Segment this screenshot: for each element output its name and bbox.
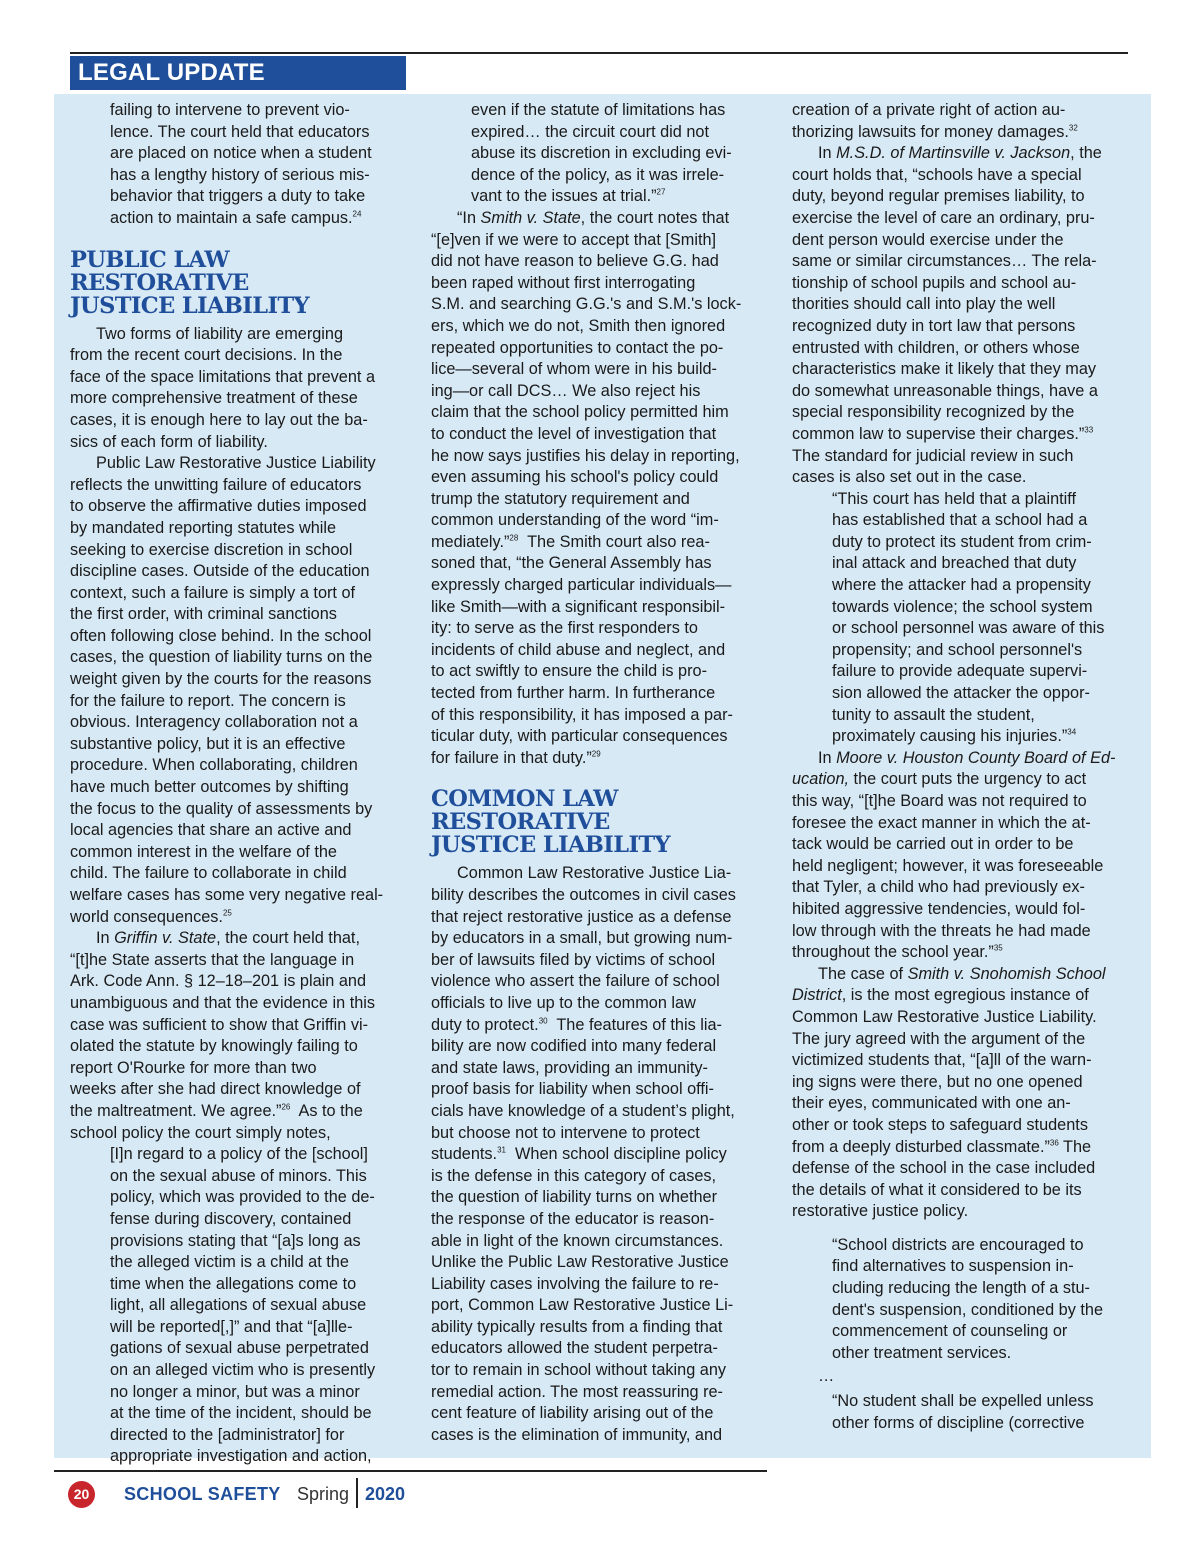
text-line: sion allowed the attacker the oppor- [832, 684, 1090, 703]
text-line: been raped without first interrogating [431, 273, 696, 292]
text-line: “No student shall be expelled unless [832, 1392, 1094, 1411]
text-line: ber of lawsuits filed by victims of school [431, 950, 716, 969]
col1-paragraph-2 [70, 324, 408, 454]
text-line: tor to remain in school without taking any [431, 1361, 727, 1380]
text-line: gations of sexual abuse perpetrated [110, 1339, 369, 1358]
text-line: entrusted with children, or others whose [792, 338, 1080, 357]
text-line: to observe the affirmative duties imposed [70, 497, 367, 516]
text-line: obvious. Interagency collaboration not a [70, 713, 358, 732]
text-line: seeking to exercise discretion in school [70, 540, 353, 559]
text-line: restorative justice policy. [792, 1202, 969, 1221]
text-line: dence of the policy, as it was irrele- [471, 165, 725, 184]
footer-divider [356, 1478, 358, 1508]
text-line: Public Law Restorative Justice Liability [96, 454, 376, 473]
text-line: JUSTICE LIABILITY [431, 832, 670, 859]
text-line: characteristics make it likely that they may [792, 360, 1097, 379]
ellipsis: … [818, 1367, 835, 1386]
text-line: cent feature of liability arising out of the [431, 1404, 714, 1423]
text-line: cases, the question of liability turns on the [70, 648, 373, 667]
col3-paragraph-moore [792, 748, 1130, 964]
text-line: the maltreatment. We agree.” [70, 1101, 282, 1120]
text-line: context, such a failure is simply a tort of [70, 583, 356, 602]
case-name: Smith v. State [480, 208, 581, 227]
text-line: bility are now codified into many federal [431, 1037, 717, 1056]
text: , the court notes that [580, 208, 730, 227]
footnote-ref: 35 [993, 943, 1003, 953]
text-lines [431, 864, 736, 1033]
text-line: for the failure to report. The concern is [70, 691, 346, 710]
text-line: The jury agreed with the argument of the [792, 1029, 1086, 1048]
text-line: towards violence; the school system [832, 597, 1093, 616]
text-line: throughout the school year.” [792, 943, 994, 962]
text-line: like Smith—with a significant responsibil- [431, 597, 726, 616]
text-line: vant to the issues at trial.” [471, 187, 657, 206]
text-line: propensity; and school personnel's [832, 640, 1083, 659]
text-line: time when the allegations come to [110, 1274, 357, 1293]
text-line: do somewhat unreasonable things, have a [792, 381, 1098, 400]
text-line: appropriate investigation and action, [110, 1447, 372, 1466]
text-line: the response of the educator is reason- [431, 1209, 715, 1228]
text-line: at the time of the incident, should be [110, 1404, 372, 1423]
text-line: the details of what it considered to be its [792, 1180, 1082, 1199]
text: In [96, 929, 115, 948]
column-2 [431, 100, 769, 1446]
text-line: [I]n regard to a policy of the [school] [110, 1145, 368, 1164]
text-line: The standard for judicial review in such [792, 446, 1074, 465]
text-line: local agencies that share an active and [70, 821, 352, 840]
case-name: ucation, [792, 770, 850, 789]
text-line: to act swiftly to ensure the child is pro- [431, 662, 707, 681]
text-line: expressly charged particular individuals— [431, 576, 732, 595]
text-line: more comprehensive treatment of these [70, 389, 358, 408]
text-line: ticular duty, with particular consequences [431, 727, 728, 746]
text-line: tected from further harm. In furtherance [431, 684, 716, 703]
text-line: “[e]ven if we were to accept that [Smith] [431, 230, 717, 249]
text-line: ing—or call DCS… We also reject his [431, 381, 701, 400]
text-line: recognized duty in tort law that persons [792, 316, 1076, 335]
footnote-ref: 24 [352, 209, 362, 219]
text-line: dent person would exercise under the [792, 230, 1064, 249]
text-lines [792, 792, 1103, 961]
text-lines [792, 447, 1073, 487]
text-line: educators allowed the student perpetra- [431, 1339, 718, 1358]
text-line: report O'Rourke for more than two [70, 1058, 317, 1077]
text-line: trump the statutory requirement and [431, 489, 690, 508]
text-line: weight given by the courts for the reasons [70, 670, 372, 689]
text: The features of this lia- [547, 1015, 722, 1034]
text-line: ability typically results from a finding that [431, 1317, 723, 1336]
text-line: has established that a school had a [832, 511, 1088, 530]
footnote-ref: 34 [1067, 727, 1077, 737]
case-name: District [792, 986, 842, 1005]
text-line: JUSTICE LIABILITY [70, 292, 309, 319]
text-line: other or took steps to safeguard students [792, 1115, 1088, 1134]
text-lines [431, 1167, 733, 1444]
col1-blockquote [70, 1144, 408, 1468]
footer-rule [54, 1470, 767, 1472]
text-line: able in light of the known circumstances. [431, 1231, 724, 1250]
col1-paragraph-3 [70, 453, 408, 928]
text-line: discipline cases. Outside of the education [70, 562, 370, 581]
text-line: “This court has held that a plaintiff [832, 489, 1077, 508]
text-line: cases is also set out in the case. [792, 468, 1027, 487]
text-line: creation of a private right of action au- [792, 101, 1066, 119]
text-line: “[t]he State asserts that the language in [70, 950, 355, 969]
text-line: ing signs were there, but no one opened [792, 1072, 1083, 1091]
issue-season: Spring [297, 1484, 350, 1504]
text-line: the first order, with criminal sanctions [70, 605, 337, 624]
section-title: LEGAL UPDATE [78, 59, 265, 86]
text-line: on an alleged victim who is presently [110, 1361, 376, 1380]
text-line: officials to live up to the common law [431, 993, 696, 1012]
heading-common-law [431, 788, 769, 857]
text-line: reflects the unwitting failure of educators [70, 475, 362, 494]
text-line: abuse its discretion in excluding evi- [471, 144, 732, 163]
text-line: welfare cases has some very negative real- [70, 886, 384, 904]
case-name: Smith v. Snohomish School [907, 964, 1106, 983]
text: , is the most egregious instance of [841, 986, 1089, 1005]
text: As to the [290, 1101, 363, 1120]
text: In [818, 144, 837, 163]
footnote-ref: 28 [509, 533, 519, 543]
text-line: tunity to assault the student, [832, 705, 1035, 724]
text-line: S.M. and searching G.G.'s and S.M.'s lock- [431, 295, 742, 314]
case-name: Griffin v. State [114, 929, 217, 948]
text-line: where the attacker had a propensity [832, 576, 1091, 595]
text-line: no longer a minor, but was a minor [110, 1382, 360, 1401]
text-line: even if the statute of limitations has [471, 101, 726, 119]
text-line: exercise the level of care an ordinary, pru- [792, 208, 1095, 227]
text-line: the focus to the quality of assessments by [70, 799, 373, 818]
text-line: unambiguous and that the evidence in this [70, 993, 376, 1012]
text-line: PUBLIC LAW RESTORATIVE [70, 246, 249, 296]
text-lines [792, 166, 1098, 443]
text-line: duty to protect its student from crim- [832, 532, 1092, 551]
text-line: proof basis for liability when school offi- [431, 1080, 714, 1099]
text-line: is the defense in this category of cases, [431, 1166, 717, 1185]
text-lines [431, 554, 733, 766]
text-lines [70, 951, 375, 1120]
col3-paragraph-1 [792, 100, 1130, 143]
footnote-ref: 36 [1049, 1138, 1059, 1148]
text: When school discipline policy [505, 1145, 727, 1164]
col2-paragraph-smith [431, 208, 769, 769]
text-line: to conduct the level of investigation that [431, 424, 717, 443]
footnote-ref: 29 [591, 749, 601, 759]
footnote-ref: 26 [281, 1102, 291, 1112]
case-name: Moore v. Houston County Board of Ed- [836, 748, 1116, 767]
page-number: 20 [68, 1481, 95, 1508]
text-line: tack would be carried out in order to be [792, 835, 1074, 854]
text-line: case was sufficient to show that Griffin vi- [70, 1015, 369, 1034]
text-line: are placed on notice when a student [110, 144, 372, 163]
text-line: claim that the school policy permitted him [431, 403, 729, 422]
text-line: the question of liability turns on whether [431, 1188, 717, 1207]
text-line: for failure in that duty.” [431, 748, 592, 767]
text-line: remedial action. The most reassuring re- [431, 1382, 723, 1401]
publication-name: SCHOOL SAFETY [124, 1484, 281, 1504]
text: school policy the court simply notes, [70, 1123, 331, 1142]
text-line: often following close behind. In the school [70, 626, 372, 645]
text-line: from a deeply disturbed classmate.” [792, 1137, 1050, 1156]
text-line: cases, it is enough here to lay out the ba- [70, 410, 368, 429]
text-line: their eyes, communicated with one an- [792, 1094, 1071, 1113]
text-line: COMMON LAW [431, 786, 618, 813]
text: the court puts the urgency to act [849, 770, 1087, 789]
footnote-ref: 27 [656, 187, 666, 197]
text-line: Ark. Code Ann. § 12–18–201 is plain and [70, 972, 366, 991]
text-line: other forms of discipline (corrective [832, 1413, 1085, 1432]
text-line: sics of each form of liability. [70, 432, 268, 451]
col3-blockquote-1 [792, 489, 1130, 748]
text-line: proximately causing his injuries.” [832, 727, 1068, 746]
text-line: bility describes the outcomes in civil cases [431, 886, 736, 904]
text-line: find alternatives to suspension in- [832, 1257, 1074, 1276]
text-lines [431, 231, 741, 551]
text-line: child. The failure to collaborate in child [70, 864, 347, 883]
text-line: low through with the threats he had made [792, 921, 1091, 940]
text-line: duty, beyond regular premises liability, to [792, 187, 1085, 206]
text-line: Common Law Restorative Justice Liability. [792, 1007, 1097, 1026]
text: , the [1070, 144, 1102, 163]
text-line: have much better outcomes by shifting [70, 778, 349, 797]
text-line: failing to intervene to prevent vio- [110, 101, 350, 119]
text-line: by mandated reporting statutes while [70, 518, 337, 537]
col3-paragraph-snohomish [792, 964, 1130, 1223]
text-line: procedure. When collaborating, children [70, 756, 358, 775]
text-line: world consequences. [70, 907, 223, 926]
issue-year: 2020 [365, 1484, 406, 1504]
text-line: directed to the [administrator] for [110, 1425, 345, 1444]
text-line: and state laws, providing an immunity- [431, 1058, 708, 1077]
text-line: duty to protect. [431, 1015, 539, 1034]
text-line: Unlike the Public Law Restorative Justice [431, 1253, 729, 1272]
text: “In [457, 208, 481, 227]
text-lines [431, 786, 670, 858]
text-line: olated the statute by knowingly failing to [70, 1037, 358, 1056]
text-lines [70, 325, 375, 451]
text-lines [70, 247, 309, 319]
text-line: common interest in the welfare of the [70, 842, 337, 861]
text-line: special responsibility recognized by the [792, 403, 1075, 422]
text-line: Liability cases involving the failure to re- [431, 1274, 719, 1293]
text-line: expired… the circuit court did not [471, 122, 710, 141]
text-line: did not have reason to believe G.G. had [431, 252, 719, 271]
col2-paragraph-2 [431, 863, 769, 1446]
text: The [1058, 1137, 1092, 1156]
text-line: failure to provide adequate supervi- [832, 662, 1088, 681]
text-line: this way, “[t]he Board was not required to [792, 792, 1087, 810]
text-line: or school personnel was aware of this [832, 619, 1105, 638]
text-line: commencement of counseling or [832, 1322, 1068, 1341]
col1-paragraph-griffin [70, 928, 408, 1144]
text-line: common law to supervise their charges.” [792, 424, 1085, 443]
col3-blockquote-2 [792, 1235, 1130, 1365]
text-line: repeated opportunities to contact the po- [431, 338, 724, 357]
case-name: M.S.D. of Martinsville v. Jackson [836, 144, 1071, 163]
text-line: action to maintain a safe campus. [110, 208, 353, 227]
text-line: by educators in a small, but growing num- [431, 929, 733, 948]
text-line: fense during discovery, contained [110, 1209, 352, 1228]
text-line: face of the space limitations that prevent a [70, 367, 375, 386]
text-line: on the sexual abuse of minors. This [110, 1166, 367, 1185]
text-line: dent's suspension, conditioned by the [832, 1300, 1104, 1319]
text-line: RESTORATIVE [431, 809, 610, 836]
section-header [70, 56, 406, 90]
footnote-ref: 31 [497, 1145, 506, 1155]
text: The Smith court also rea- [518, 532, 710, 551]
col1-blockquote-tail [70, 100, 408, 230]
text-lines [792, 101, 1069, 141]
text-line: the alleged victim is a child at the [110, 1253, 349, 1272]
text-lines [110, 1145, 375, 1465]
text-line: students. [431, 1145, 498, 1164]
text-line: court holds that, “schools have a special [792, 165, 1082, 184]
text-line: foresee the exact manner in which the at- [792, 813, 1091, 832]
text: The case of [818, 964, 908, 983]
text-line: defense of the school in the case included [792, 1159, 1096, 1178]
col2-blockquote [431, 100, 769, 208]
text-line: will be reported[,]” and that “[a]lle- [110, 1317, 353, 1336]
text-line: soned that, “the General Assembly has [431, 554, 712, 573]
text-line: cials have knowledge of a student’s plight, [431, 1101, 735, 1120]
text-line: Two forms of liability are emerging [96, 324, 344, 343]
text-line: but choose not to intervene to protect [431, 1123, 700, 1142]
text-line: same or similar circumstances… The rela- [792, 252, 1097, 271]
text-line: common understanding of the word “im- [431, 511, 719, 530]
text-lines [832, 1236, 1103, 1362]
text-line: thorizing lawsuits for money damages. [792, 122, 1069, 141]
text-line: thorities should call into play the well [792, 295, 1056, 314]
text-line: policy, which was provided to the de- [110, 1188, 375, 1207]
text-line: that reject restorative justice as a defense [431, 907, 732, 926]
text-lines [792, 1008, 1097, 1156]
text-line: held negligent; however, it was foreseeable [792, 856, 1104, 875]
text-lines [792, 1159, 1095, 1220]
text-line: “School districts are encouraged to [832, 1235, 1084, 1254]
column-1 [70, 100, 408, 1468]
text-line: port, Common Law Restorative Justice Li- [431, 1296, 734, 1315]
col3-paragraph-martinsville [792, 143, 1130, 489]
text-line: inal attack and breached that duty [832, 554, 1077, 573]
text-line: from the recent court decisions. In the [70, 346, 343, 365]
text-line: hibited aggressive tendencies, would fol- [792, 899, 1086, 918]
text: In [818, 748, 837, 767]
heading-public-law [70, 246, 408, 319]
text-line: weeks after she had direct knowledge of [70, 1080, 361, 1099]
footnote-ref: 32 [1068, 123, 1078, 133]
footnote-ref: 25 [222, 908, 232, 918]
text-line: mediately.” [431, 532, 510, 551]
text-line: Common Law Restorative Justice Lia- [457, 864, 732, 883]
text-lines [832, 1392, 1094, 1432]
column-3 [792, 100, 1130, 1434]
text-lines [110, 101, 372, 227]
text-line: has a lengthy history of serious mis- [110, 165, 370, 184]
text-line: ers, which we do not, Smith then ignored [431, 316, 726, 335]
text-lines [471, 101, 732, 205]
text-line: tionship of school pupils and school au- [792, 273, 1077, 292]
text-line: ity: to serve as the first responders to [431, 619, 698, 638]
text-line: of this responsibility, it has imposed a par- [431, 705, 733, 724]
text: , the court held that, [216, 929, 360, 948]
text-line: he now says justifies his delay in reporting, [431, 446, 740, 465]
text-lines [832, 490, 1104, 746]
text-line: victimized students that, “[a]ll of the warn- [792, 1051, 1092, 1070]
text-line: provisions stating that “[a]s long as [110, 1231, 361, 1250]
footnote-ref: 30 [538, 1016, 548, 1026]
col3-blockquote-3 [792, 1391, 1130, 1434]
text-line: incidents of child abuse and neglect, and [431, 640, 726, 659]
text-line: light, all allegations of sexual abuse [110, 1296, 367, 1315]
text-line: even assuming his school's policy could [431, 468, 719, 487]
text-line: cluding reducing the length of a stu- [832, 1279, 1090, 1298]
footnote-ref: 33 [1084, 425, 1094, 435]
text-line: substantive policy, but it is an effective [70, 734, 346, 753]
text-line: lence. The court held that educators [110, 122, 370, 141]
text-line: cases is the elimination of immunity, and [431, 1425, 723, 1444]
text-line: that Tyler, a child who had previously ex- [792, 878, 1085, 897]
text-line: lice—several of whom were in his build- [431, 360, 717, 379]
text-lines [70, 454, 383, 925]
top-rule [70, 52, 1128, 54]
text-line: violence who assert the failure of school [431, 972, 720, 991]
text-line: behavior that triggers a duty to take [110, 187, 366, 206]
text-line: other treatment services. [832, 1343, 1012, 1362]
